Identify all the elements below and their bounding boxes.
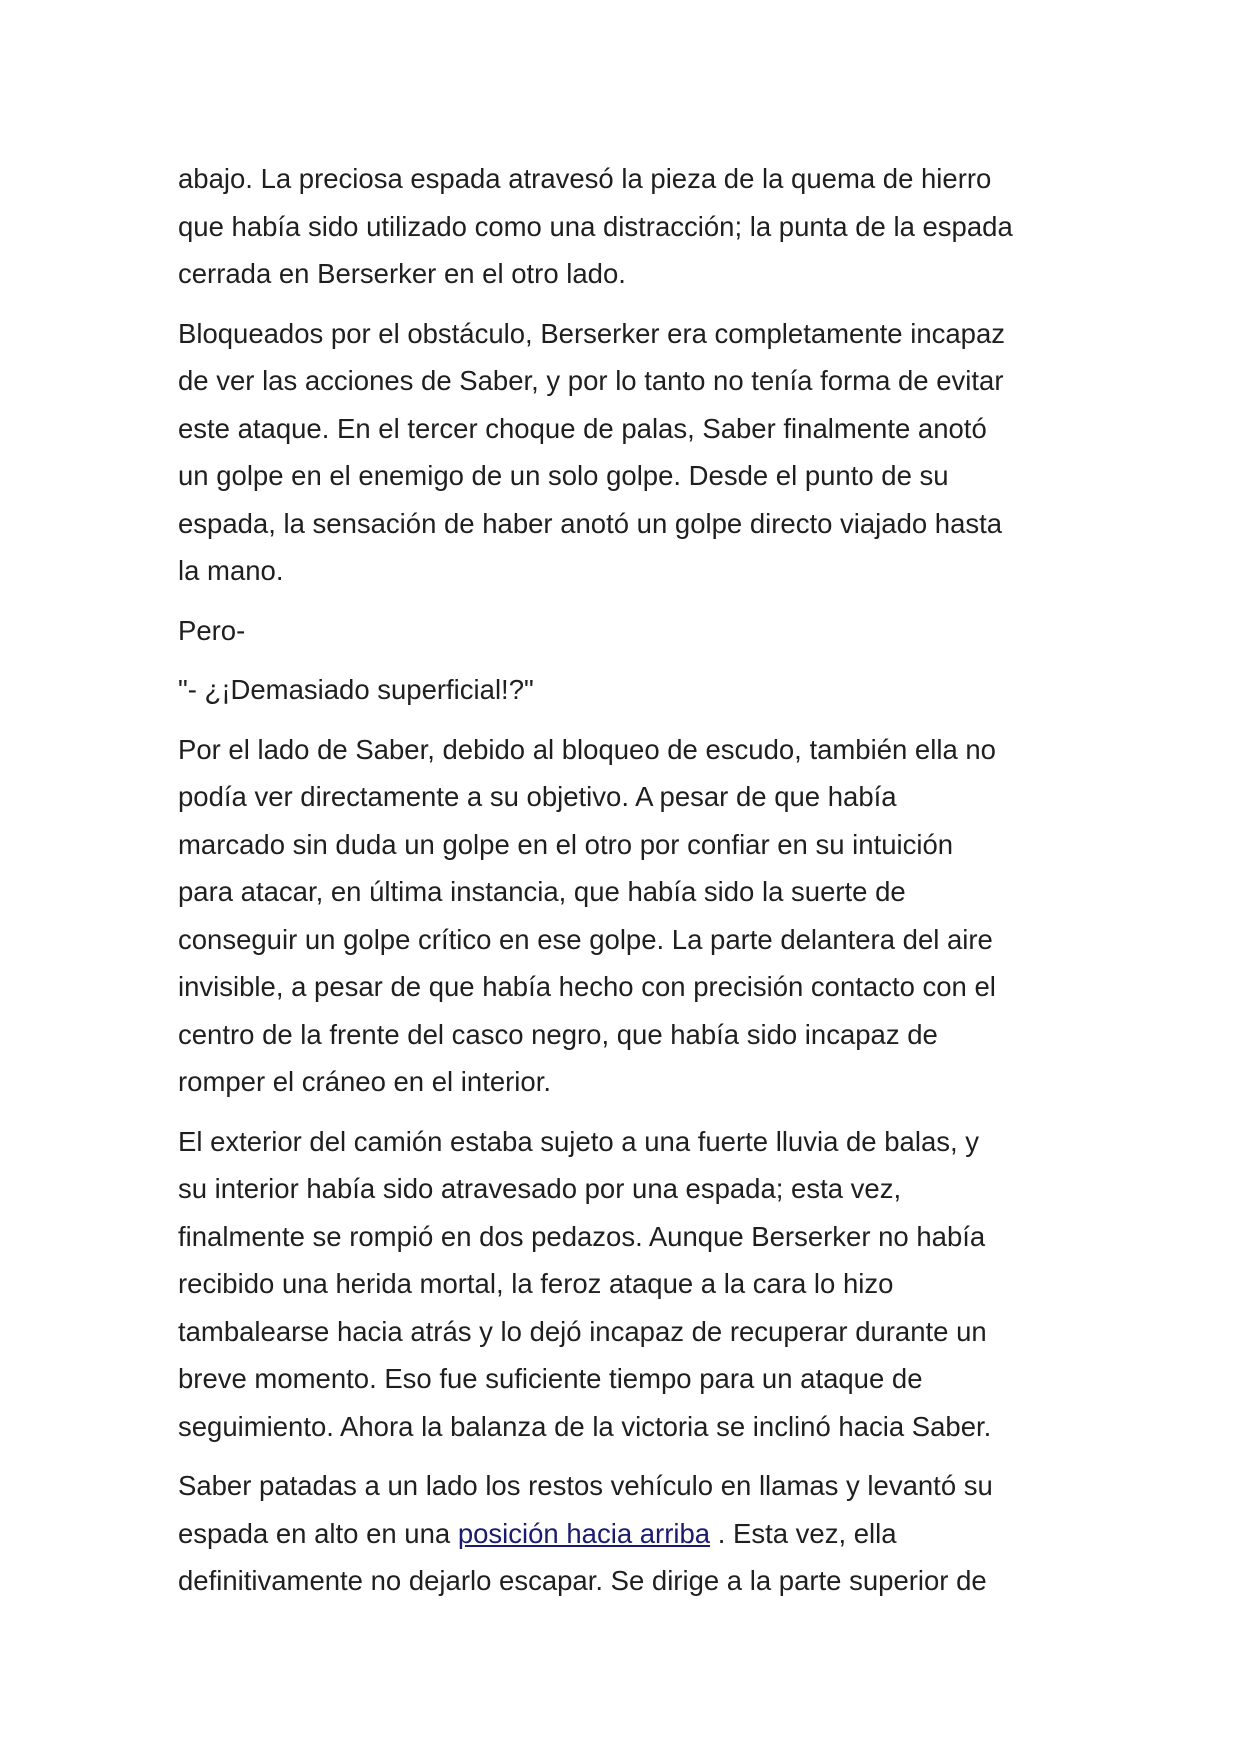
text-line-with-link xyxy=(178,1510,1078,1558)
posicion-link[interactable]: posición hacia arriba xyxy=(457,1517,711,1549)
text-line: recibido una herida mortal, la feroz ataque a la cara lo hizo xyxy=(178,1268,894,1299)
text-line: su interior había sido atravesado por una espada; esta vez, xyxy=(178,1173,902,1204)
text-line: conseguir un golpe crítico en ese golpe. La parte delantera del aire xyxy=(178,923,993,955)
text-line: romper el cráneo en el interior. xyxy=(178,1066,551,1097)
paragraph xyxy=(178,1462,1078,1605)
text-line: marcado sin duda un golpe en el otro por confiar en su intuición xyxy=(178,828,954,860)
text-line: de ver las acciones de Saber, y por lo tanto no tenía forma de evitar xyxy=(178,365,1004,396)
text-line: Saber patadas a un lado los restos vehículo en llamas y levantó su xyxy=(178,1470,993,1501)
text-line: este ataque. En el tercer choque de palas, Saber finalmente anotó xyxy=(178,412,987,444)
text-line: la mano. xyxy=(178,555,284,586)
paragraph xyxy=(178,310,1078,595)
text-line: Pero- xyxy=(178,614,246,646)
paragraph xyxy=(178,726,1078,1106)
text-line: Bloqueados por el obstáculo, Berserker era completamente incapaz xyxy=(178,317,1006,349)
text-line: para atacar, en última instancia, que había sido la suerte de xyxy=(178,876,906,907)
text-line: seguimiento. Ahora la balanza de la victoria se inclinó hacia Saber. xyxy=(178,1410,992,1442)
text-line: espada, la sensación de haber anotó un golpe directo viajado hasta xyxy=(178,507,1003,539)
text-line: abajo. La preciosa espada atravesó la pieza de la quema de hierro xyxy=(178,163,992,194)
body-text xyxy=(178,155,1078,1617)
text-line: tambalearse hacia atrás y lo dejó incapaz de recuperar durante un xyxy=(178,1315,987,1347)
paragraph xyxy=(178,1118,1078,1451)
text-fragment: . Esta vez, ella xyxy=(710,1517,897,1549)
paragraph xyxy=(178,666,1078,714)
text-line: finalmente se rompió en dos pedazos. Aunque Berserker no había xyxy=(178,1220,986,1252)
text-line: definitivamente no dejarlo escapar. Se dirige a la parte superior de xyxy=(178,1565,987,1596)
paragraph xyxy=(178,155,1078,298)
text-line: Por el lado de Saber, debido al bloqueo de escudo, también ella no xyxy=(178,733,996,765)
text-line: que había sido utilizado como una distracción; la punta de la espada xyxy=(178,210,1013,242)
text-line: podía ver directamente a su objetivo. A pesar de que había xyxy=(178,781,897,812)
text-line: breve momento. Eso fue suficiente tiempo para un ataque de xyxy=(178,1363,923,1394)
text-line: El exterior del camión estaba sujeto a una fuerte lluvia de balas, y xyxy=(178,1125,980,1157)
paragraph xyxy=(178,607,1078,655)
text-fragment: espada en alto en una xyxy=(178,1517,458,1549)
text-line: centro de la frente del casco negro, que había sido incapaz de xyxy=(178,1018,938,1050)
text-line: "- ¿¡Demasiado superficial!?" xyxy=(178,674,534,705)
text-line: invisible, a pesar de que había hecho con precisión contacto con el xyxy=(178,971,996,1002)
text-line: cerrada en Berserker en el otro lado. xyxy=(178,258,626,289)
text-line: un golpe en el enemigo de un solo golpe. Desde el punto de su xyxy=(178,460,949,491)
